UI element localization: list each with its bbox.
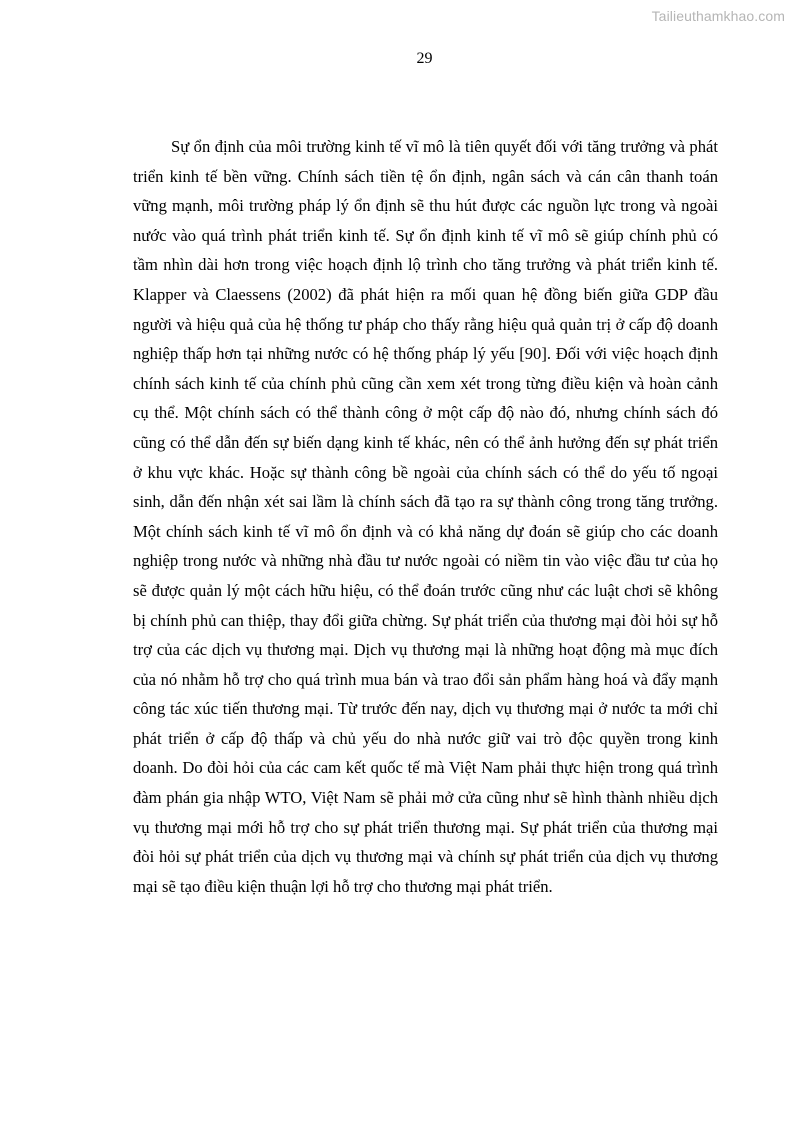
page-number: 29 xyxy=(416,50,433,67)
watermark: Tailieuthamkhao.com xyxy=(651,8,785,24)
body-paragraph: Sự ổn định của môi trường kinh tế vĩ mô là tiên quyết đối với tăng trưởng và phát triển kinh tế bền vững. Chính sách tiền tệ ổn định, ngân sách và cán cân thanh toán vững mạnh, môi trường pháp lý ổn định sẽ thu hút được các nguồn lực trong và ngoài nước vào quá trình phát triển kinh tế. Sự ổn định kinh tế vĩ mô sẽ giúp chính phủ có tầm nhìn dài hơn trong việc hoạch định lộ trình cho tăng trưởng và phát triển kinh tế. Klapper và Claessens (2002) đã phát hiện ra mối quan hệ đồng biến giữa GDP đầu người và hiệu quả của hệ thống tư pháp cho thấy rằng hiệu quả quản trị ở cấp độ doanh nghiệp thấp hơn tại những nước có hệ thống pháp lý yếu [90]. Đối với việc hoạch định chính sách kinh tế của chính phủ cũng cần xem xét trong từng điều kiện và hoàn cảnh cụ thể. Một chính sách có thể thành công ở một cấp độ nào đó, nhưng chính sách đó cũng có thể dẫn đến sự biến dạng kinh tế khác, nên có thể ảnh hưởng đến sự phát triển ở khu vực khác. Hoặc sự thành công bề ngoài của chính sách có thể do yếu tố ngoại sinh, dẫn đến nhận xét sai lầm là chính sách đã tạo ra sự thành công trong tăng trưởng. Một chính sách kinh tế vĩ mô ổn định và có khả năng dự đoán sẽ giúp cho các doanh nghiệp trong nước và những nhà đầu tư nước ngoài có niềm tin vào việc đầu tư của họ sẽ được quản lý một cách hữu hiệu, có thể đoán trước cũng như các luật chơi sẽ không bị chính phủ can thiệp, thay đổi giữa chừng. Sự phát triển của thương mại đòi hỏi sự hỗ trợ của các dịch vụ thương mại. Dịch vụ thương mại là những hoạt động mà mục đích của nó nhằm hỗ trợ cho quá trình mua bán và trao đổi sản phẩm hàng hoá và đẩy mạnh công tác xúc tiến thương mại. Từ trước đến nay, dịch vụ thương mại ở nước ta mới chỉ phát triển ở cấp độ thấp và chủ yếu do nhà nước giữ vai trò độc quyền trong kinh doanh. Do đòi hỏi của các cam kết quốc tế mà Việt Nam phải thực hiện trong quá trình đàm phán gia nhập WTO, Việt Nam sẽ phải mở cửa cũng như sẽ hình thành nhiều dịch vụ thương mại mới hỗ trợ cho sự phát triển thương mại. Sự phát triển của thương mại đòi hỏi sự phát triển của dịch vụ thương mại và chính sự phát triển của dịch vụ thương mại sẽ tạo điều kiện thuận lợi hỗ trợ cho thương mại phát triển. xyxy=(133,137,718,896)
